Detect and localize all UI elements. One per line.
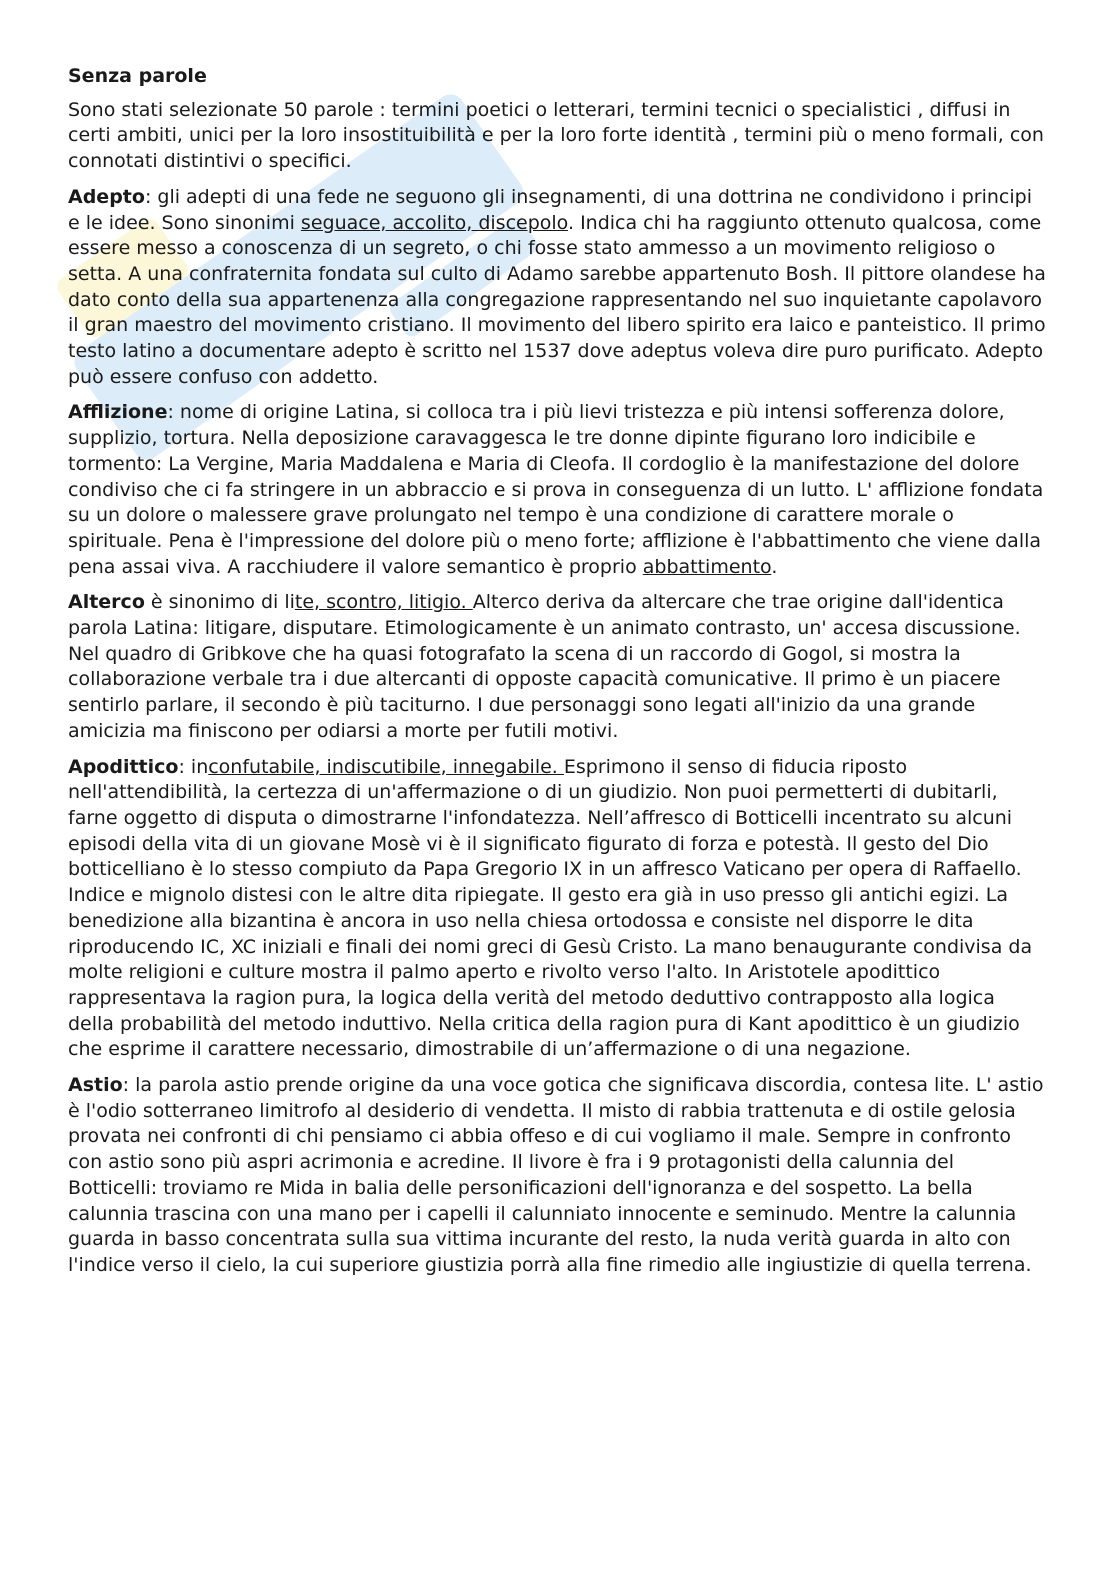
entry-underlined-text: abbattimento: [642, 555, 772, 578]
entry-term: Astio: [68, 1074, 123, 1097]
entry-term: Alterco: [68, 591, 145, 614]
intro-paragraph: Sono stati selezionate 50 parole : termini poetici o letterari, termini tecnici o specialistici , diffusi in certi ambiti, unici per la loro insostituibilità e per la loro forte identità , termini più o meno formali, con connotati distintivi o specifici.: [68, 98, 1044, 173]
entry-term: Afflizione: [68, 401, 168, 424]
entry-apodittico: [68, 755, 1046, 1063]
entry-adepto: [68, 185, 1046, 391]
entry-text: Alterco deriva da altercare che trae origine dall'identica parola Latina: litigare, disputare. Etimologicamente è un animato contrasto, un' accesa discussione. Nel quadro di Gribkove che ha quasi fotografato la scena di un raccordo di Gogol, si mostra la collaborazione verbale tra i due altercanti di opposte capacità comunicative. Il primo è un piacere sentirlo parlare, il secondo è più taciturno. I due personaggi sono legati all'inizio da una grande amicizia ma finiscono per odiarsi a morte per futili motivi.: [68, 591, 1021, 742]
document-page: [68, 64, 1046, 1289]
entry-afflizione: [68, 400, 1046, 580]
entry-underlined-text: confutabile, indiscutibile, innegabile.: [208, 755, 564, 778]
entry-text: è sinonimo di li: [144, 591, 295, 614]
entry-text: : la parola astio prende origine da una voce gotica che significava discordia, contesa lite. L' astio è l'odio sotterraneo limitrofo al desiderio di vendetta. Il misto di rabbia trattenuta e di ostile gelosia provata nei confronti di chi pensiamo ci abbia offeso e di cui vogliamo il male. Sempre in confronto con astio sono più aspri acrimonia e acredine. Il livore è fra i 9 protagonisti della calunnia del Botticelli: troviamo re Mida in balia delle personificazioni dell'ignoranza e del sospetto. La bella calunnia trascina con una mano per i capelli il calunniato innocente e seminudo. Mentre la calunnia guarda in basso concentrata sulla sua vittima incurante del resto, la nuda verità guarda in alto con l'indice verso il cielo, la cui superiore giustizia porrà alla fine rimedio alle ingiustizie di quella terrena.: [68, 1074, 1044, 1276]
document-title: Senza parole: [68, 65, 207, 87]
entry-underlined-text: seguace, accolito, discepolo: [300, 211, 568, 234]
entry-underlined-text: te, scontro, litigio.: [294, 591, 473, 614]
entry-text: . Indica chi ha raggiunto ottenuto qualcosa, come essere messo a conoscenza di un segreto, o chi fosse stato ammesso a un movimento religioso o setta. A una confraternita fondata sul culto di Adamo sarebbe appartenuto Bosh. Il pittore olandese ha dato conto della sua appartenenza alla congregazione rappresentando nel suo inquietante capolavoro il gran maestro del movimento cristiano. Il movimento del libero spirito era laico e panteistico. Il primo testo latino a documentare adepto è scritto nel 1537 dove adeptus voleva dire puro purificato. Adepto può essere confuso con addetto.: [68, 211, 1046, 388]
entry-text: Esprimono il senso di fiducia riposto nell'attendibilità, la certezza di un'affermazione o di un giudizio. Non puoi permetterti di dubitarli, farne oggetto di disputa o dimostrarne l'infondatezza. Nell’affresco di Botticelli incentrato su alcuni episodi della vita di un giovane Mosè vi è il significato figurato di forza e potestà. Il gesto del Dio botticelliano è lo stesso compiuto da Papa Gregorio IX in un affresco Vaticano per opera di Raffaello. Indice e mignolo distesi con le altre dita ripiegate. Il gesto era già in uso presso gli antichi egizi. La benedizione alla bizantina è ancora in uso nella chiesa ortodossa e consiste nel disporre le dita riproducendo IC, XC iniziali e finali dei nomi greci di Gesù Cristo. La mano benaugurante condivisa da molte religioni e culture mostra il palmo aperto e rivolto verso l'alto. In Aristotele apodittico rappresentava la ragion pura, la logica della verità del metodo deduttivo contrapposto alla logica della probabilità del metodo induttivo. Nella critica della ragion pura di Kant apodittico è un giudizio che esprime il carattere necessario, dimostrabile di un’affermazione o di una negazione.: [68, 755, 1033, 1061]
entry-astio: [68, 1073, 1046, 1279]
entry-term: Apodittico: [68, 755, 179, 778]
entry-text: : in: [178, 755, 209, 778]
entry-alterco: [68, 590, 1046, 744]
entry-text: : gli adepti di una fede ne seguono gli insegnamenti, di una dottrina ne condividono i principi e le idee. Sono sinonimi: [68, 185, 1032, 234]
entry-text: : nome di origine Latina, si colloca tra i più lievi tristezza e più intensi sofferenza dolore, supplizio, tortura. Nella deposizione caravaggesca le tre donne dipinte figurano loro indicibile e tormento: La Vergine, Maria Maddalena e Maria di Cleofa. Il cordoglio è la manifestazione del dolore condiviso che ci fa stringere in un abbraccio e si prova in conseguenza di un lutto. L' afflizione fondata su un dolore o malessere grave prolungato nel tempo è una condizione di carattere morale o spirituale. Pena è l'impressione del dolore più o meno forte; afflizione è l'abbattimento che viene dalla pena assai viva. A racchiudere il valore semantico è proprio: [68, 401, 1044, 578]
entry-term: Adepto: [68, 185, 145, 208]
entry-text: .: [771, 555, 778, 578]
